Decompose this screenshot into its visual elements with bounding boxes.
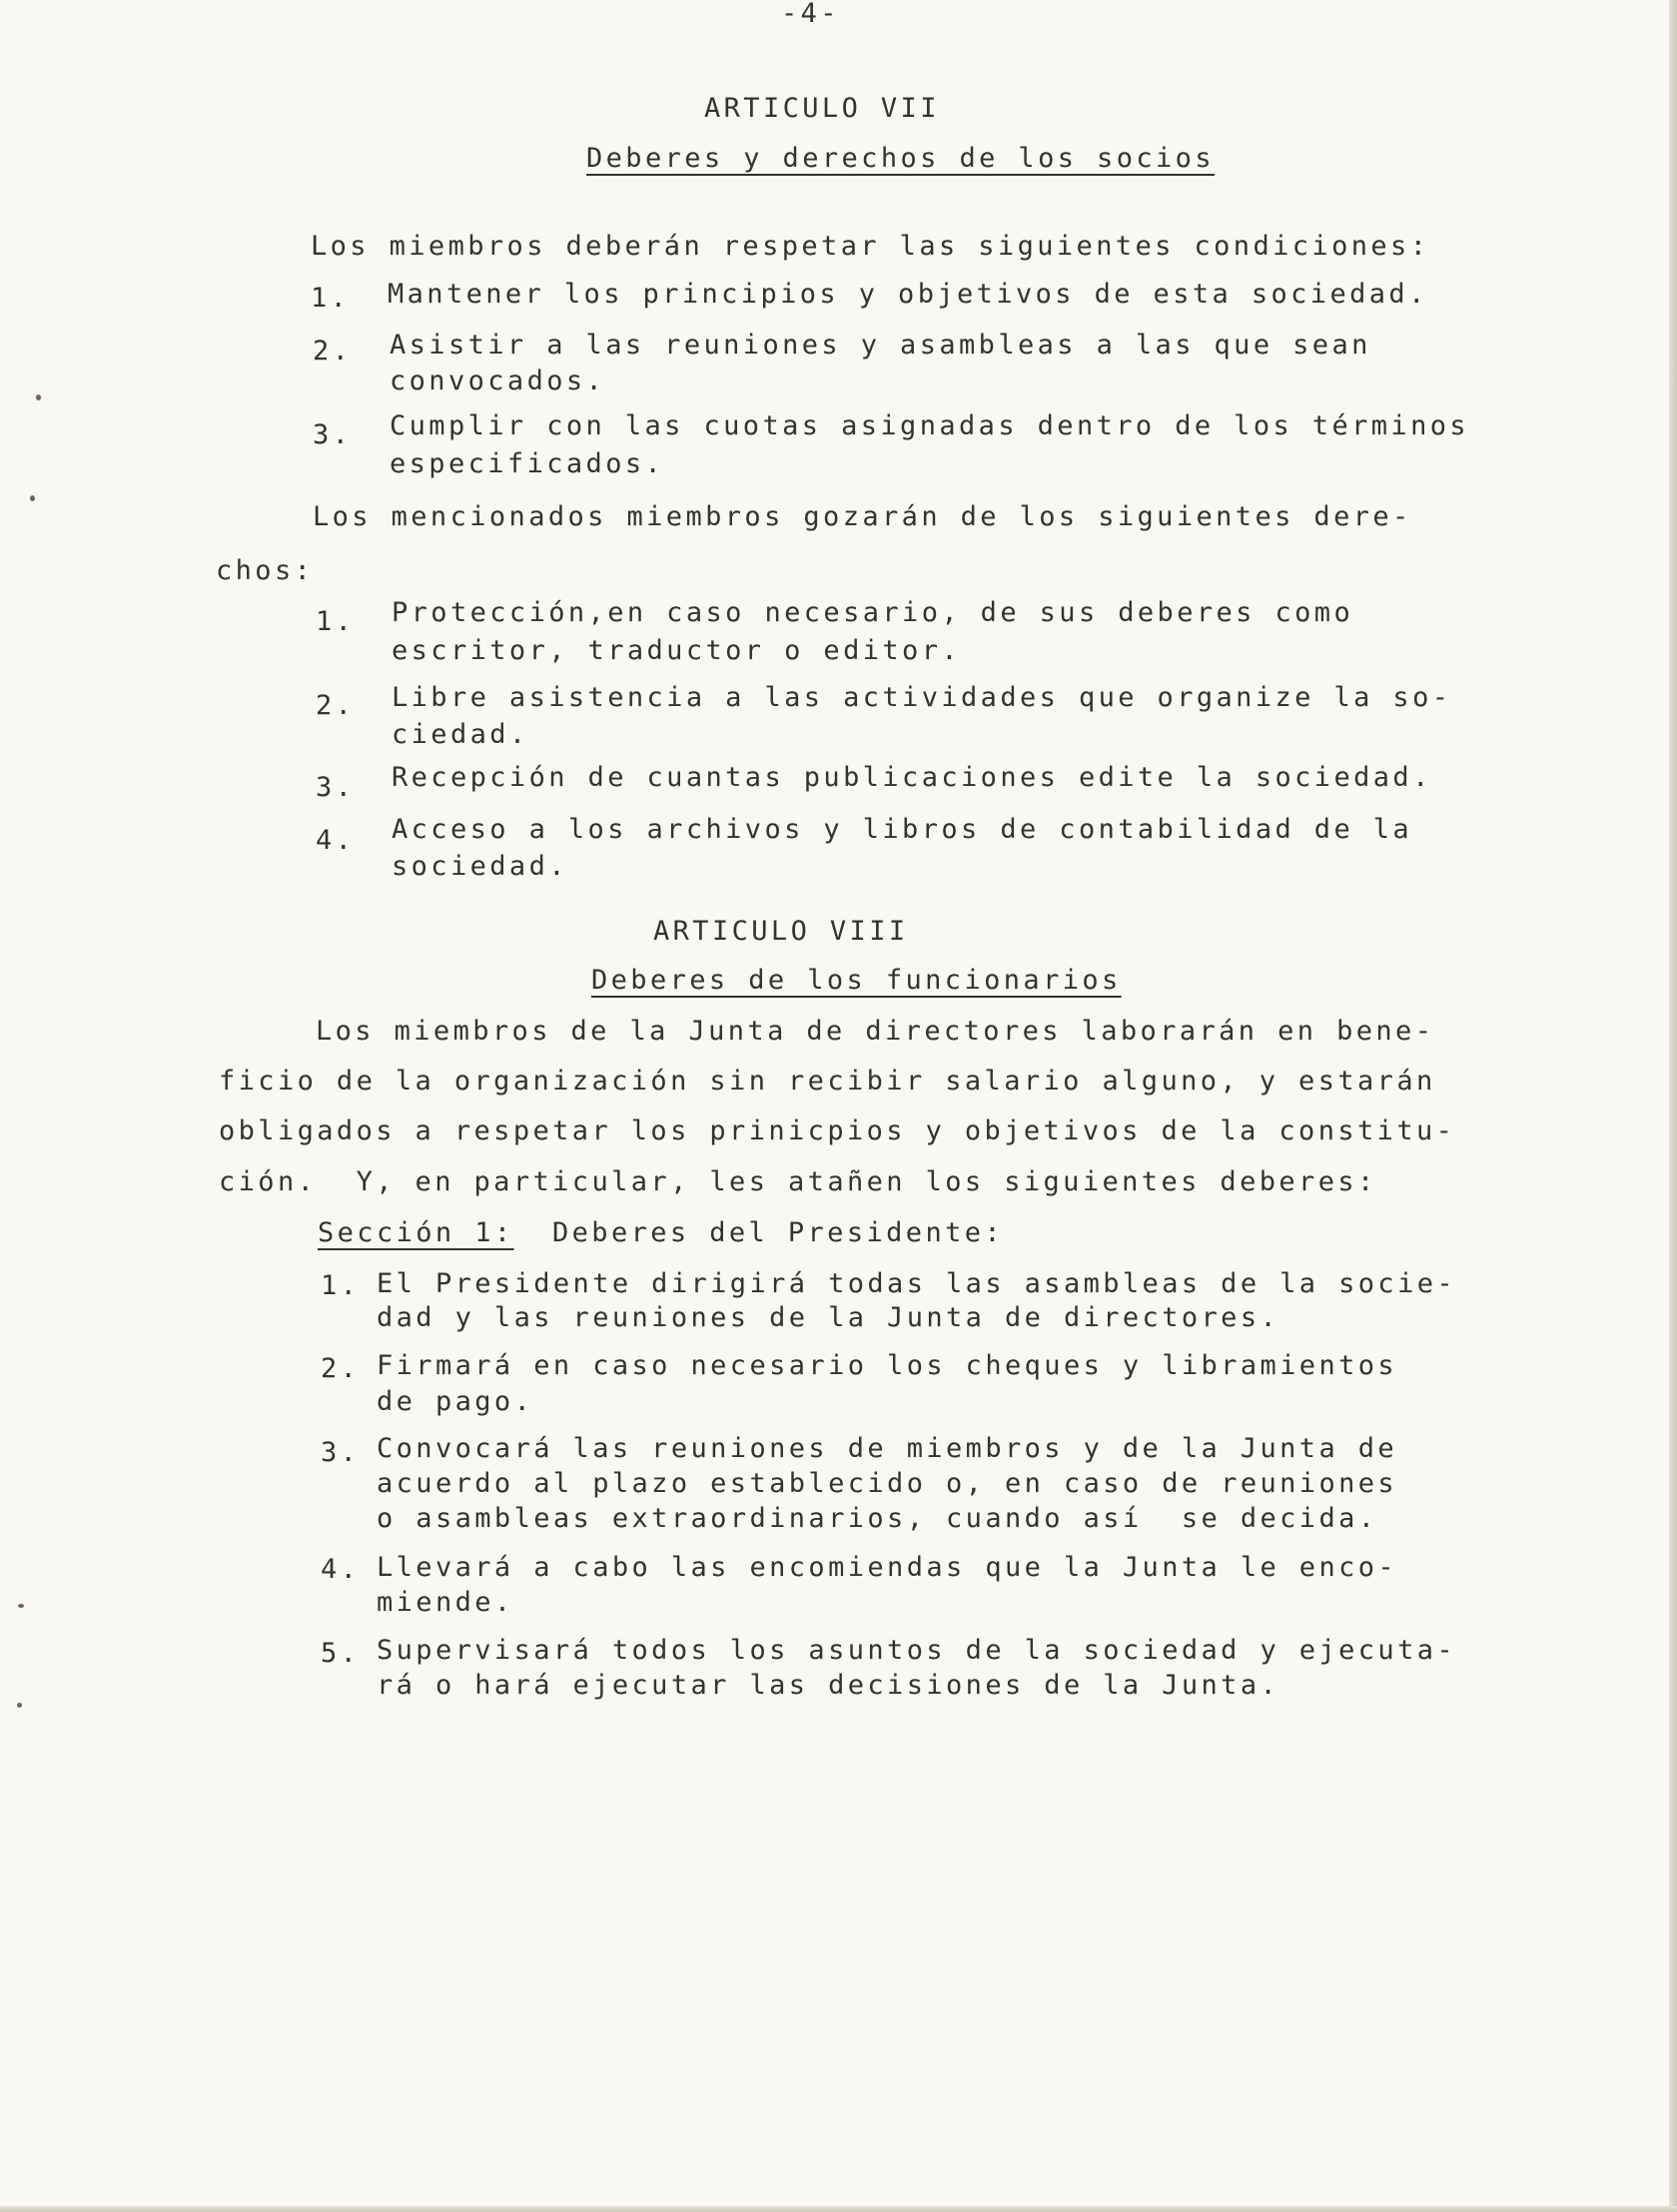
duty-text: Supervisará todos los asuntos de la sociedad y ejecuta- (377, 1635, 1457, 1666)
condition-text: Mantener los principios y objetivos de esta sociedad. (388, 279, 1428, 310)
right-text: Protección,en caso necesario, de sus deberes como (392, 597, 1354, 628)
right-text: Recepción de cuantas publicaciones edite la sociedad. (392, 762, 1432, 793)
paper-speck (30, 495, 35, 501)
duty-text: dad y las reuniones de la Junta de directores. (377, 1302, 1280, 1333)
condition-number: 2. (313, 336, 353, 367)
condition-text: Asistir a las reuniones y asambleas a las que sean (390, 330, 1371, 361)
duty-text: Firmará en caso necesario los cheques y libramientos (377, 1350, 1398, 1381)
right-text: escritor, traductor o editor. (392, 635, 962, 666)
section-label: Sección 1: (318, 1217, 514, 1248)
article-viii-subtitle: Deberes de los funcionarios (591, 965, 1122, 996)
duty-text: de pago. (377, 1386, 534, 1417)
condition-text: especificados. (390, 448, 665, 479)
right-text: sociedad. (392, 851, 568, 882)
article-viii-paragraph: ficio de la organización sin recibir salario alguno, y estarán (219, 1066, 1436, 1097)
paper-speck (17, 1703, 22, 1708)
article-viii-paragraph: Los miembros de la Junta de directores laborarán en bene- (316, 1016, 1435, 1047)
right-number: 2. (316, 690, 356, 721)
article-viii-paragraph: ción. Y, en particular, les atañen los siguientes deberes: (219, 1166, 1377, 1197)
article-viii-title: ARTICULO VIII (653, 916, 909, 947)
article-vii-title: ARTICULO VII (704, 93, 940, 124)
paper-right-edge (1669, 0, 1677, 2212)
conditions-intro: Los miembros deberán respetar las siguientes condiciones: (311, 231, 1430, 262)
duty-number: 5. (321, 1638, 361, 1669)
paper-speck (36, 394, 41, 400)
duty-text: rá o hará ejecutar las decisiones de la Junta. (377, 1670, 1280, 1701)
article-vii-subtitle: Deberes y derechos de los socios (586, 143, 1215, 174)
duty-text: Convocará las reuniones de miembros y de la Junta de (377, 1433, 1398, 1464)
duty-text: acuerdo al plazo establecido o, en caso de reuniones (377, 1468, 1398, 1499)
page-number: -4- (781, 0, 840, 29)
right-text: Acceso a los archivos y libros de contabilidad de la (392, 814, 1413, 845)
duty-number: 2. (321, 1353, 361, 1384)
duty-number: 3. (321, 1437, 361, 1468)
condition-text: convocados. (390, 366, 606, 396)
paper-bottom-edge (0, 2206, 1677, 2212)
duty-number: 1. (321, 1270, 361, 1301)
article-viii-paragraph: obligados a respetar los prinicpios y objetivos de la constitu- (219, 1115, 1456, 1146)
paper-speck (18, 1604, 24, 1608)
condition-text: Cumplir con las cuotas asignadas dentro de los términos (390, 410, 1470, 441)
duty-text: El Presidente dirigirá todas las asambleas de la socie- (377, 1268, 1457, 1299)
duty-number: 4. (321, 1554, 361, 1585)
right-text: ciedad. (392, 719, 529, 750)
right-number: 4. (316, 825, 356, 856)
duty-text: Llevará a cabo las encomiendas que la Junta le enco- (377, 1552, 1398, 1583)
condition-number: 3. (313, 419, 353, 450)
right-number: 3. (316, 772, 356, 803)
section-title: Deberes del Presidente: (552, 1217, 1005, 1248)
rights-intro: Los mencionados miembros gozarán de los siguientes dere- (313, 501, 1412, 532)
rights-intro-continued: chos: (216, 555, 315, 586)
condition-number: 1. (311, 283, 351, 314)
duty-text: o asambleas extraordinarios, cuando así se decida. (377, 1503, 1378, 1534)
right-text: Libre asistencia a las actividades que organize la so- (392, 682, 1452, 713)
right-number: 1. (316, 606, 356, 637)
duty-text: miende. (377, 1587, 514, 1618)
